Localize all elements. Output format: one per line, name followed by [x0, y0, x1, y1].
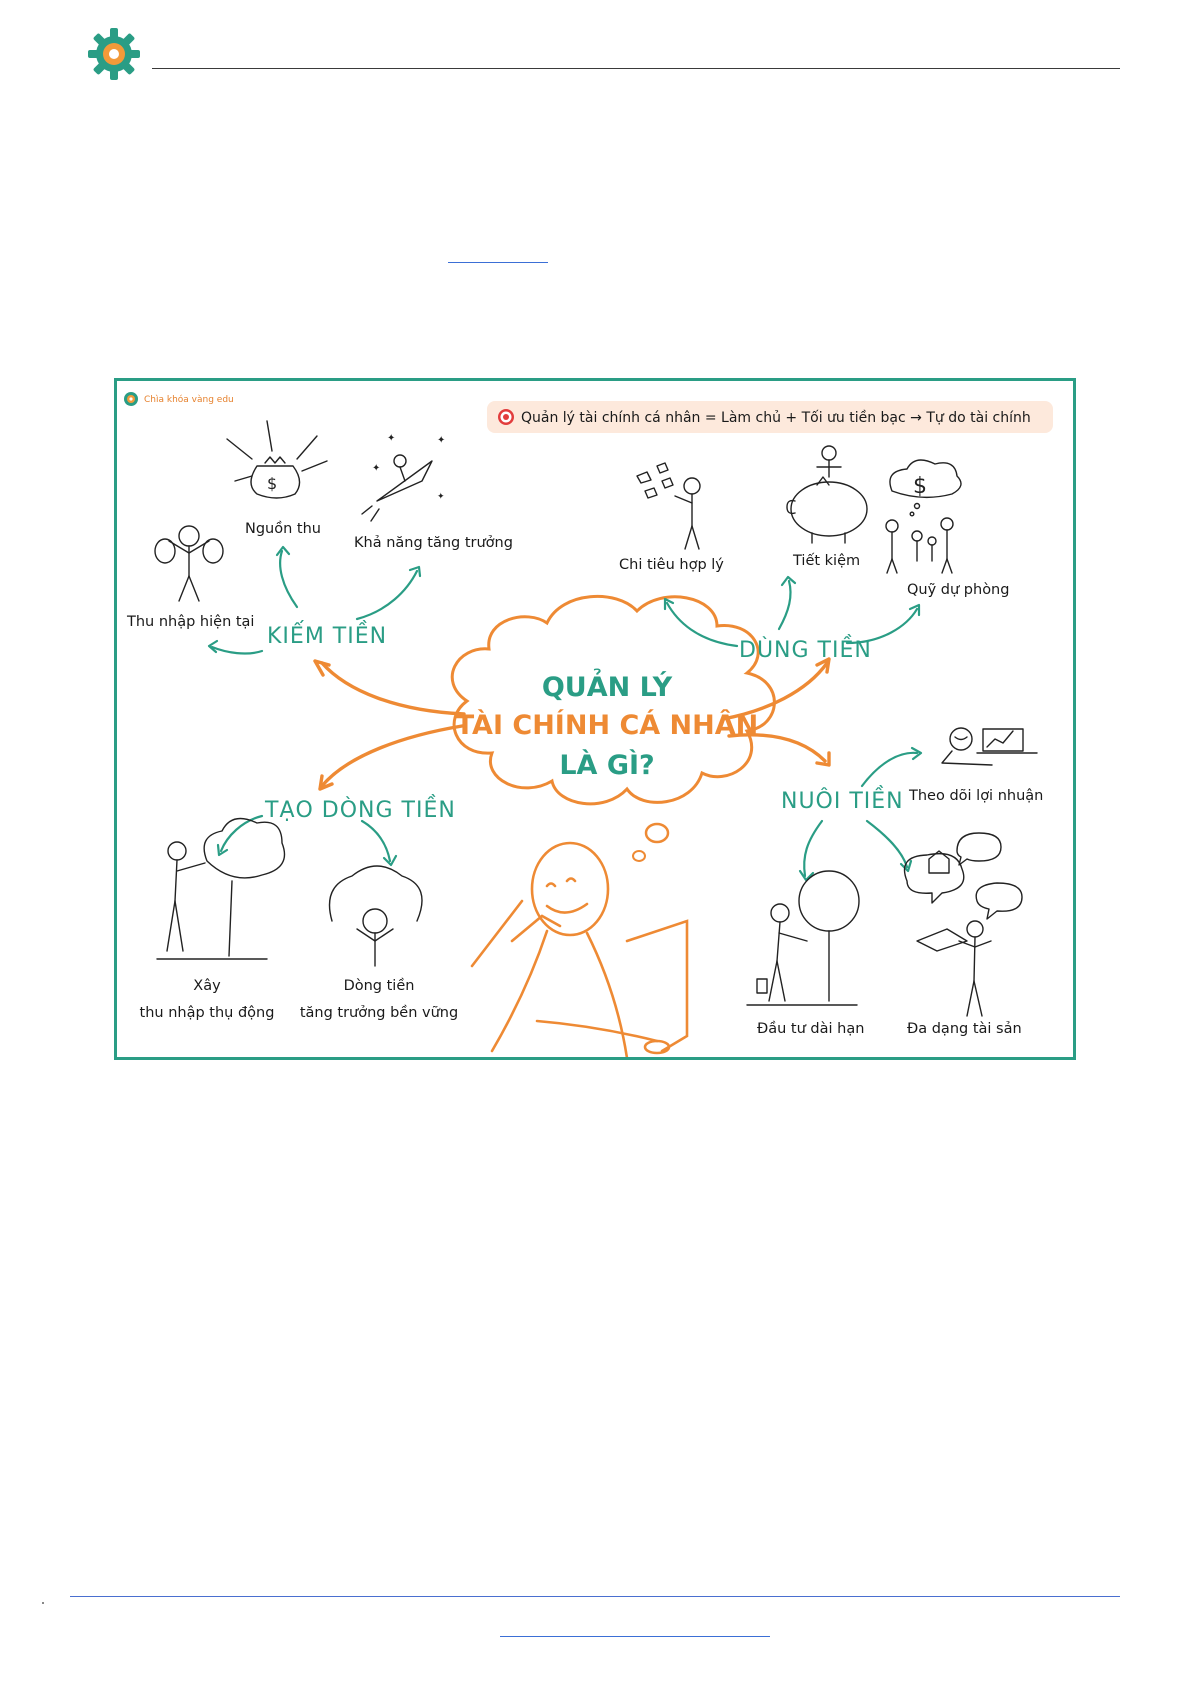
- svg-text:✦: ✦: [387, 433, 396, 444]
- person-diverse-assets-illustration: [905, 833, 1023, 1016]
- leaf-da-dang-tai-san: Đa dạng tài sản: [907, 1021, 1022, 1037]
- rocket-person-illustration: [362, 433, 445, 521]
- footer-mark: [42, 1602, 44, 1604]
- person-money-bags-illustration: [155, 526, 223, 601]
- branch-label-kiem-tien: KIẾM TIỀN: [267, 624, 388, 649]
- leaf-theo-doi-loi-nhuan: Theo dõi lợi nhuận: [909, 788, 1044, 804]
- leaf-chi-tieu-hop-ly: Chi tiêu hợp lý: [619, 557, 724, 573]
- tip-text: Quản lý tài chính cá nhân = Làm chủ + Tối ưu tiền bạc → Tự do tài chính: [521, 410, 1031, 426]
- person-laptop-chart-illustration: [942, 728, 1037, 765]
- family-savings-illustration: [886, 460, 961, 573]
- svg-text:$: $: [913, 474, 927, 499]
- leaf-dau-tu-dai-han: Đầu tư dài hạn: [757, 1021, 865, 1037]
- piggy-bank-icon: [787, 446, 867, 543]
- leaf-thu-nhap-hien-tai: Thu nhập hiện tại: [127, 614, 255, 630]
- target-icon: [498, 409, 514, 425]
- leaf-dong-tien-line1: Dòng tiền: [343, 978, 415, 994]
- branch-label-nuoi-tien: NUÔI TIỀN: [781, 789, 904, 814]
- svg-text:✦: ✦: [372, 463, 381, 474]
- leaf-nguon-thu: Nguồn thu: [245, 521, 321, 537]
- svg-text:✦: ✦: [437, 492, 445, 502]
- brand-gear-icon: [124, 392, 138, 406]
- money-bag-icon: [227, 421, 327, 498]
- leaf-xay-line1: Xây: [193, 978, 221, 994]
- leaf-dong-tien-line2: tăng trưởng bền vững: [299, 1005, 459, 1021]
- footer-hyperlink-underline[interactable]: [500, 1636, 770, 1637]
- branch-label-tao-dong-tien: TẠO DÒNG TIỀN: [265, 798, 456, 823]
- center-title-line3: LÀ GÌ?: [559, 750, 655, 781]
- hyperlink-underline[interactable]: [448, 262, 548, 263]
- footer-divider: [70, 1596, 1120, 1597]
- svg-text:$: $: [267, 474, 278, 493]
- header-divider: [152, 68, 1120, 69]
- svg-text:✦: ✦: [437, 435, 446, 446]
- company-logo-gear-icon: [86, 26, 142, 82]
- person-investment-tree-illustration: [747, 871, 859, 1005]
- leaf-xay-line2: thu nhập thụ động: [139, 1005, 275, 1021]
- center-title-line2: TÀI CHÍNH CÁ NHÂN: [455, 710, 759, 741]
- money-tree-illustration: [157, 819, 285, 960]
- center-title-line1: QUẢN LÝ: [541, 672, 673, 703]
- leaf-kha-nang-tang-truong: Khả năng tăng trưởng: [354, 535, 513, 551]
- thinking-person-illustration: [437, 843, 717, 1057]
- person-money-flow-illustration: [330, 866, 423, 966]
- leaf-tiet-kiem: Tiết kiệm: [793, 553, 861, 569]
- brand-name: Chìa khóa vàng edu: [144, 395, 234, 405]
- leaf-quy-du-phong: Quỹ dự phòng: [907, 582, 1010, 598]
- person-spending-money-illustration: [637, 463, 700, 549]
- branch-label-dung-tien: DÙNG TIỀN: [739, 638, 872, 663]
- mindmap-illustration: [114, 378, 1076, 1060]
